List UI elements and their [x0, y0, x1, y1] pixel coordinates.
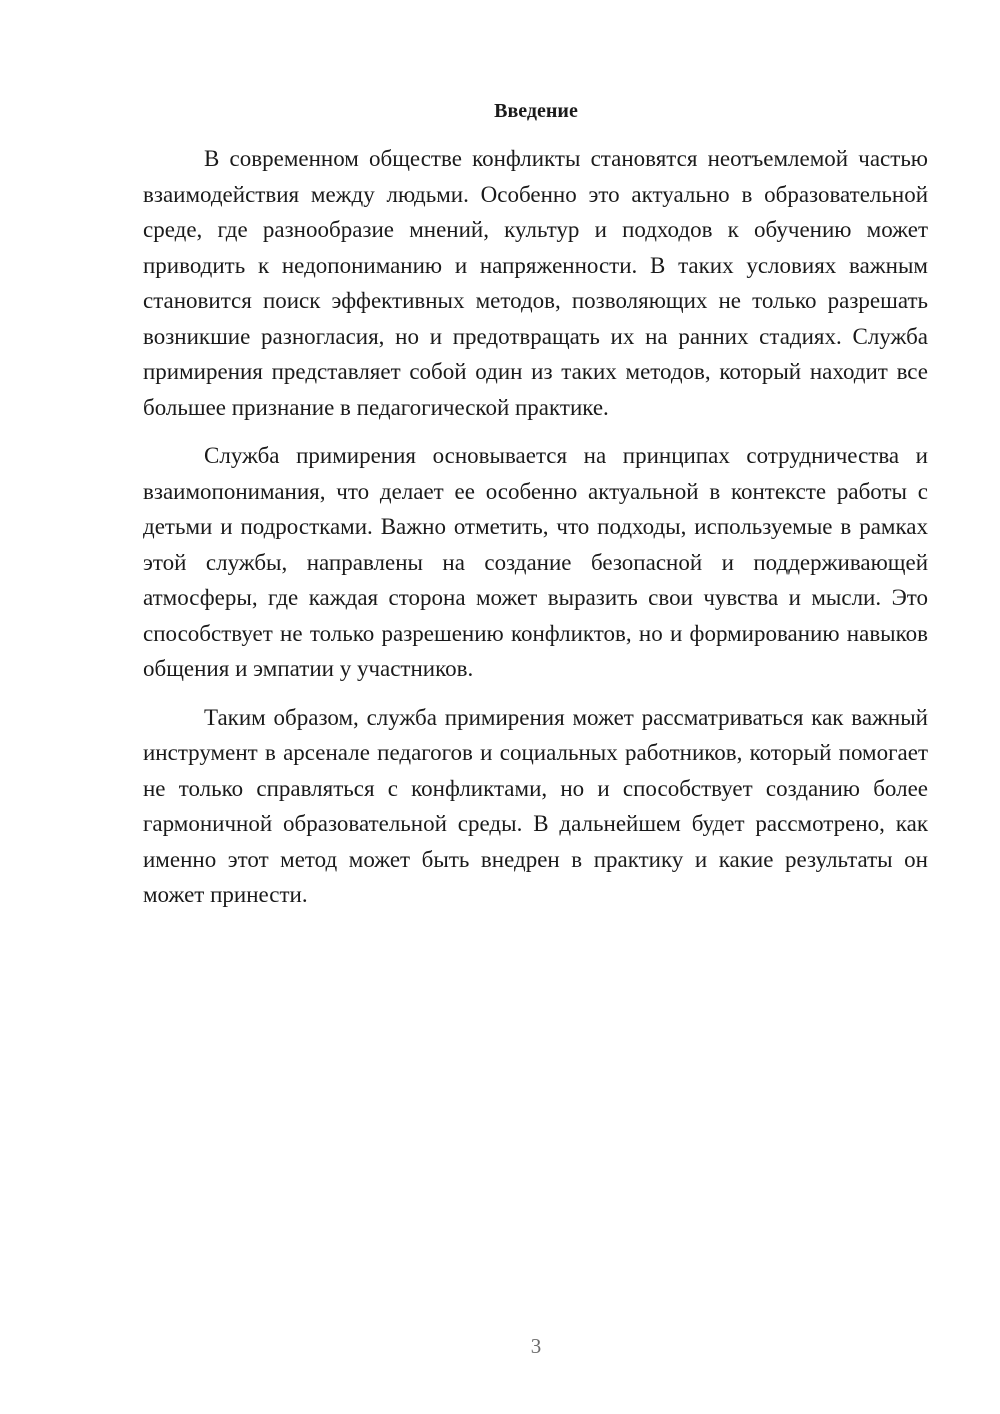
page-number: 3	[530, 1334, 542, 1358]
paragraph-2: Служба примирения основывается на принципах сотрудничества и взаимопонимания, что делает ее особенно актуальной в контексте работы с детьми и подростками. Важно отметить, что подходы, используемые в рамках этой службы, направлены на создание безопасной и поддерживающей атмосферы, где каждая сторона может выразить свои чувства и мысли. Это способствует не только разрешению конфликтов, но и формированию навыков общения и эмпатии у участников.	[143, 443, 928, 681]
paragraph-1: В современном обществе конфликты становятся неотъемлемой частью взаимодействия между людьми. Особенно это актуально в образовательной среде, где разнообразие мнений, культур и подходов к обучению может приводить к недопониманию и напряженности. В таких условиях важным становится поиск эффективных методов, позволяющих не только разрешать возникшие разногласия, но и предотвращать их на ранних стадиях. Служба примирения представляет собой один из таких методов, который находит все большее признание в педагогической практике.	[143, 146, 928, 420]
body-text	[143, 141, 928, 926]
paragraph-3: Таким образом, служба примирения может рассматриваться как важный инструмент в арсенале педагогов и социальных работников, который помогает не только справляться с конфликтами, но и способствует созданию более гармоничной образовательной среды. В дальнейшем будет рассмотрено, как именно этот метод может быть внедрен в практику и какие результаты он может принести.	[143, 704, 928, 907]
section-title: Введение	[494, 100, 578, 122]
